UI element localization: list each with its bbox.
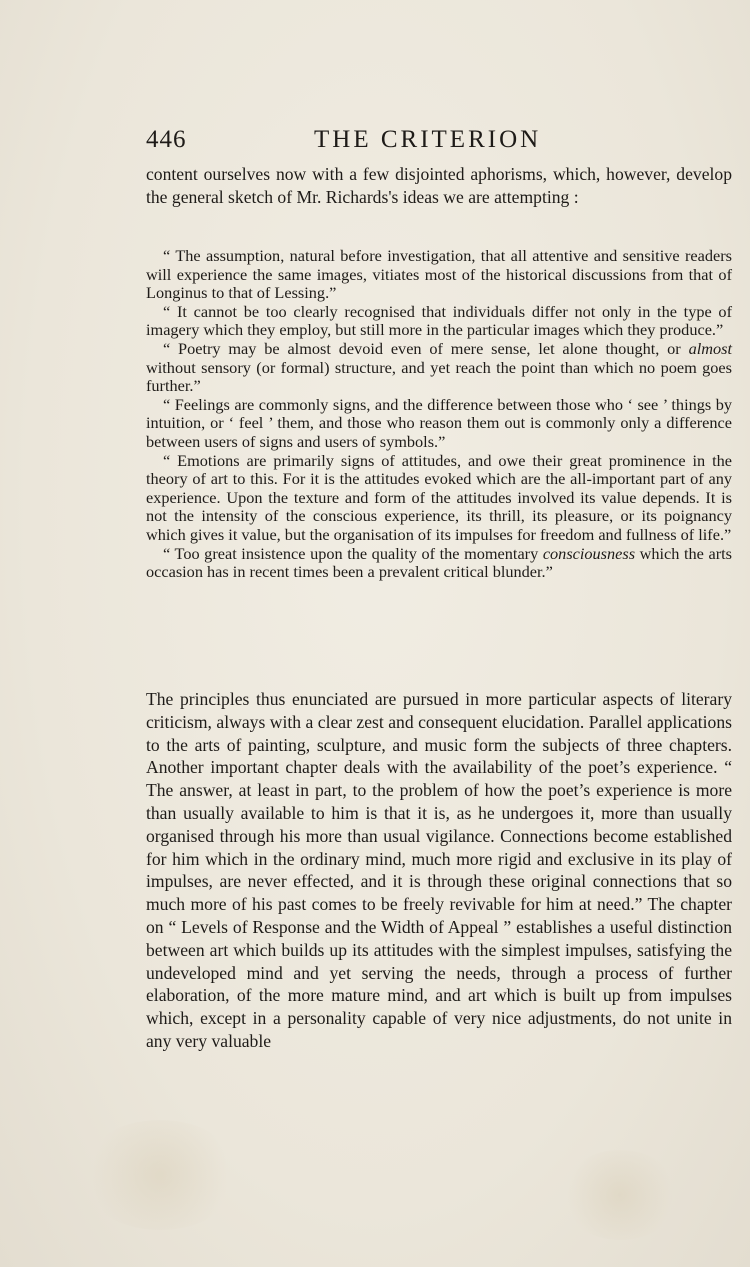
quotation-block bbox=[146, 247, 732, 582]
closing-block bbox=[146, 688, 732, 1053]
quotation-paragraph bbox=[146, 247, 732, 303]
text-run: “ The assumption, natural before investigation, that all attentive and sensitive readers will experience the same images, vitiates most of the historical discussions from that of Longinus to that of Lessing.” bbox=[146, 246, 732, 303]
italic-run: consciousness bbox=[542, 543, 636, 563]
text-run: “ Too great insistence upon the quality of the momentary bbox=[163, 543, 543, 563]
quotation-paragraph bbox=[146, 340, 732, 396]
paper-stain bbox=[560, 1150, 680, 1240]
text-run: without sensory (or formal) structure, and yet reach the point than which no poem goes further.” bbox=[146, 357, 732, 396]
quotation-paragraph bbox=[146, 396, 732, 452]
italic-run: almost bbox=[688, 338, 732, 358]
intro-block bbox=[146, 163, 732, 209]
quotation-paragraph bbox=[146, 452, 732, 545]
text-run: “ Feelings are commonly signs, and the difference between those who ‘ see ’ things by intuition, or ‘ feel ’ them, and those who reason them out is commonly only a difference between users of signs and users of symbols.” bbox=[146, 394, 732, 451]
running-head: THE CRITERION bbox=[314, 126, 542, 153]
page-header bbox=[146, 126, 736, 156]
text-run: which the arts occasion has in recent times been a prevalent critical blunder.” bbox=[146, 543, 732, 582]
text-run: “ Poetry may be almost devoid even of mere sense, let alone thought, or bbox=[163, 338, 689, 358]
quotation-paragraph bbox=[146, 303, 732, 340]
paper-stain bbox=[80, 1120, 240, 1230]
text-run: “ It cannot be too clearly recognised that individuals differ not only in the type of imagery which they employ, but still more in the particular images which they produce.” bbox=[146, 301, 732, 340]
intro-paragraph: content ourselves now with a few disjointed aphorisms, which, however, develop the general sketch of Mr. Richards's ideas we are attempting : bbox=[146, 164, 732, 207]
quotation-paragraph bbox=[146, 545, 732, 582]
page-number: 446 bbox=[146, 126, 187, 153]
closing-paragraph: The principles thus enunciated are pursued in more particular aspects of literary criticism, always with a clear zest and consequent elucidation. Parallel applications to the arts of painting, sculpture, and music form the subjects of three chapters. Another important chapter deals with the availability of the poet’s experience. “ The answer, at least in part, to the problem of how the poet’s experience is more than usually available to him is that it is, as he undergoes it, more than usually organised through his more than usual vigilance. Connections become established for him which in the ordinary mind, much more rigid and exclusive in its play of impulses, are never effected, and it is through these original connections that so much more of his past comes to be freely revivable for him at need.” The chapter on “ Levels of Response and the Width of Appeal ” establishes a useful distinction between art which builds up its attitudes with the simplest impulses, satisfying the undeveloped mind and yet serving the needs, through a process of further elaboration, of the more mature mind, and art which is built up from impulses which, except in a personality capable of very nice adjustments, do not unite in any very valuable bbox=[146, 689, 732, 1051]
text-run: “ Emotions are primarily signs of attitudes, and owe their great prominence in the theory of art to this. For it is the attitudes evoked which are the all-important part of any experience. Upon the texture and form of the attitudes involved its value depends. It is not the intensity of the conscious experience, its thrill, its pleasure, or its poignancy which gives it value, but the organisation of its impulses for freedom and fullness of life.” bbox=[146, 450, 732, 544]
